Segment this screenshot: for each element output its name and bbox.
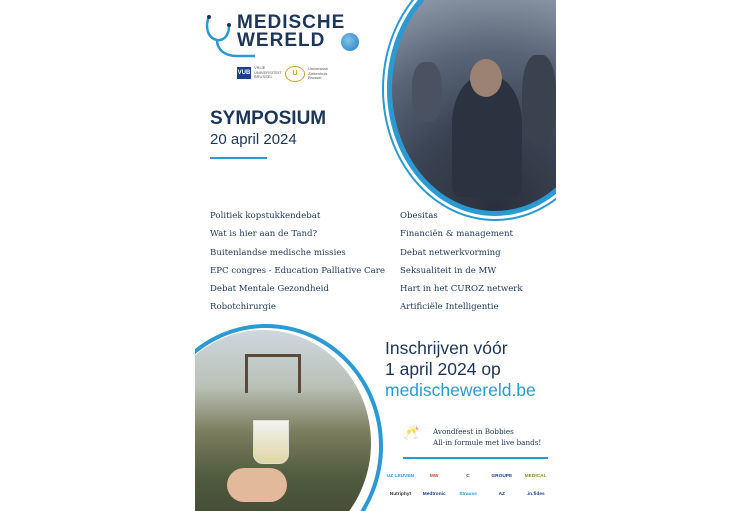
sponsor-logos <box>385 470 551 500</box>
title-divider <box>210 157 267 159</box>
conference-photo <box>387 0 556 216</box>
topic-list-right <box>400 210 523 320</box>
topic-item: Politiek kopstukkendebat <box>210 211 321 221</box>
medische-wereld-logo <box>237 14 345 50</box>
event-date: 20 april 2024 <box>210 131 297 148</box>
registration-link[interactable]: medischewereld.be <box>385 380 536 400</box>
vub-logo: VUB VRIJE UNIVERSITEIT BRUSSEL <box>237 65 282 79</box>
symposium-poster <box>195 0 556 511</box>
event-title: SYMPOSIUM <box>210 108 327 129</box>
topic-item: Robotchirurgie <box>210 302 276 313</box>
sponsor-logo: GROUPE <box>491 473 513 479</box>
uz-brussel-logo: U Universitair Ziekenhuis Brussel <box>285 66 328 82</box>
uz-icon: U <box>285 66 305 82</box>
registration-text: Inschrijven vóór 1 april 2024 op medischewereld.be <box>385 338 536 400</box>
topic-item: Wat is hier aan de Tand? <box>210 229 318 240</box>
sponsor-logo: MEDICAL <box>524 473 547 479</box>
topic-item: Obesitas <box>400 211 438 221</box>
globe-icon <box>341 33 359 51</box>
sponsor-logo: C <box>466 473 470 479</box>
party-line-1: Avondfeest in Bobbies <box>433 427 514 436</box>
logo-line-1: MEDISCHE <box>237 12 346 33</box>
topic-item: Debat Mentale Gezondheid <box>210 284 329 295</box>
topic-item: EPC congres - Education Palliative Care <box>210 265 385 276</box>
sponsor-logo: .in.fides <box>526 491 545 497</box>
logo-line-2: WERELD <box>237 30 326 51</box>
topic-item: Hart in het CUROZ netwerk <box>400 284 523 295</box>
sponsor-logo: AZ <box>498 491 505 497</box>
topic-item: Artificiële Intelligentie <box>400 302 499 313</box>
photo-ring <box>195 324 383 511</box>
topic-item: Debat netwerkvorming <box>400 247 501 258</box>
topic-list-left <box>210 210 385 320</box>
sponsor-logo: Nutriphyt <box>389 491 412 497</box>
topic-item: Financiën & management <box>400 229 513 240</box>
sponsor-logo: Strauss <box>459 491 477 497</box>
vub-mark: VUB <box>237 67 251 79</box>
party-divider <box>403 457 548 459</box>
sponsor-logo: UZ LEUVEN <box>386 473 414 479</box>
topic-item: Seksualiteit in de MW <box>400 265 497 276</box>
party-line-2: All-in formule met live bands! <box>433 438 542 447</box>
topic-item: Buitenlandse medische missies <box>210 247 346 258</box>
sponsor-logo: Medtronic <box>422 491 446 497</box>
sponsor-logo: MW <box>429 473 439 479</box>
champagne-toast-icon: 🥂 <box>403 426 420 441</box>
